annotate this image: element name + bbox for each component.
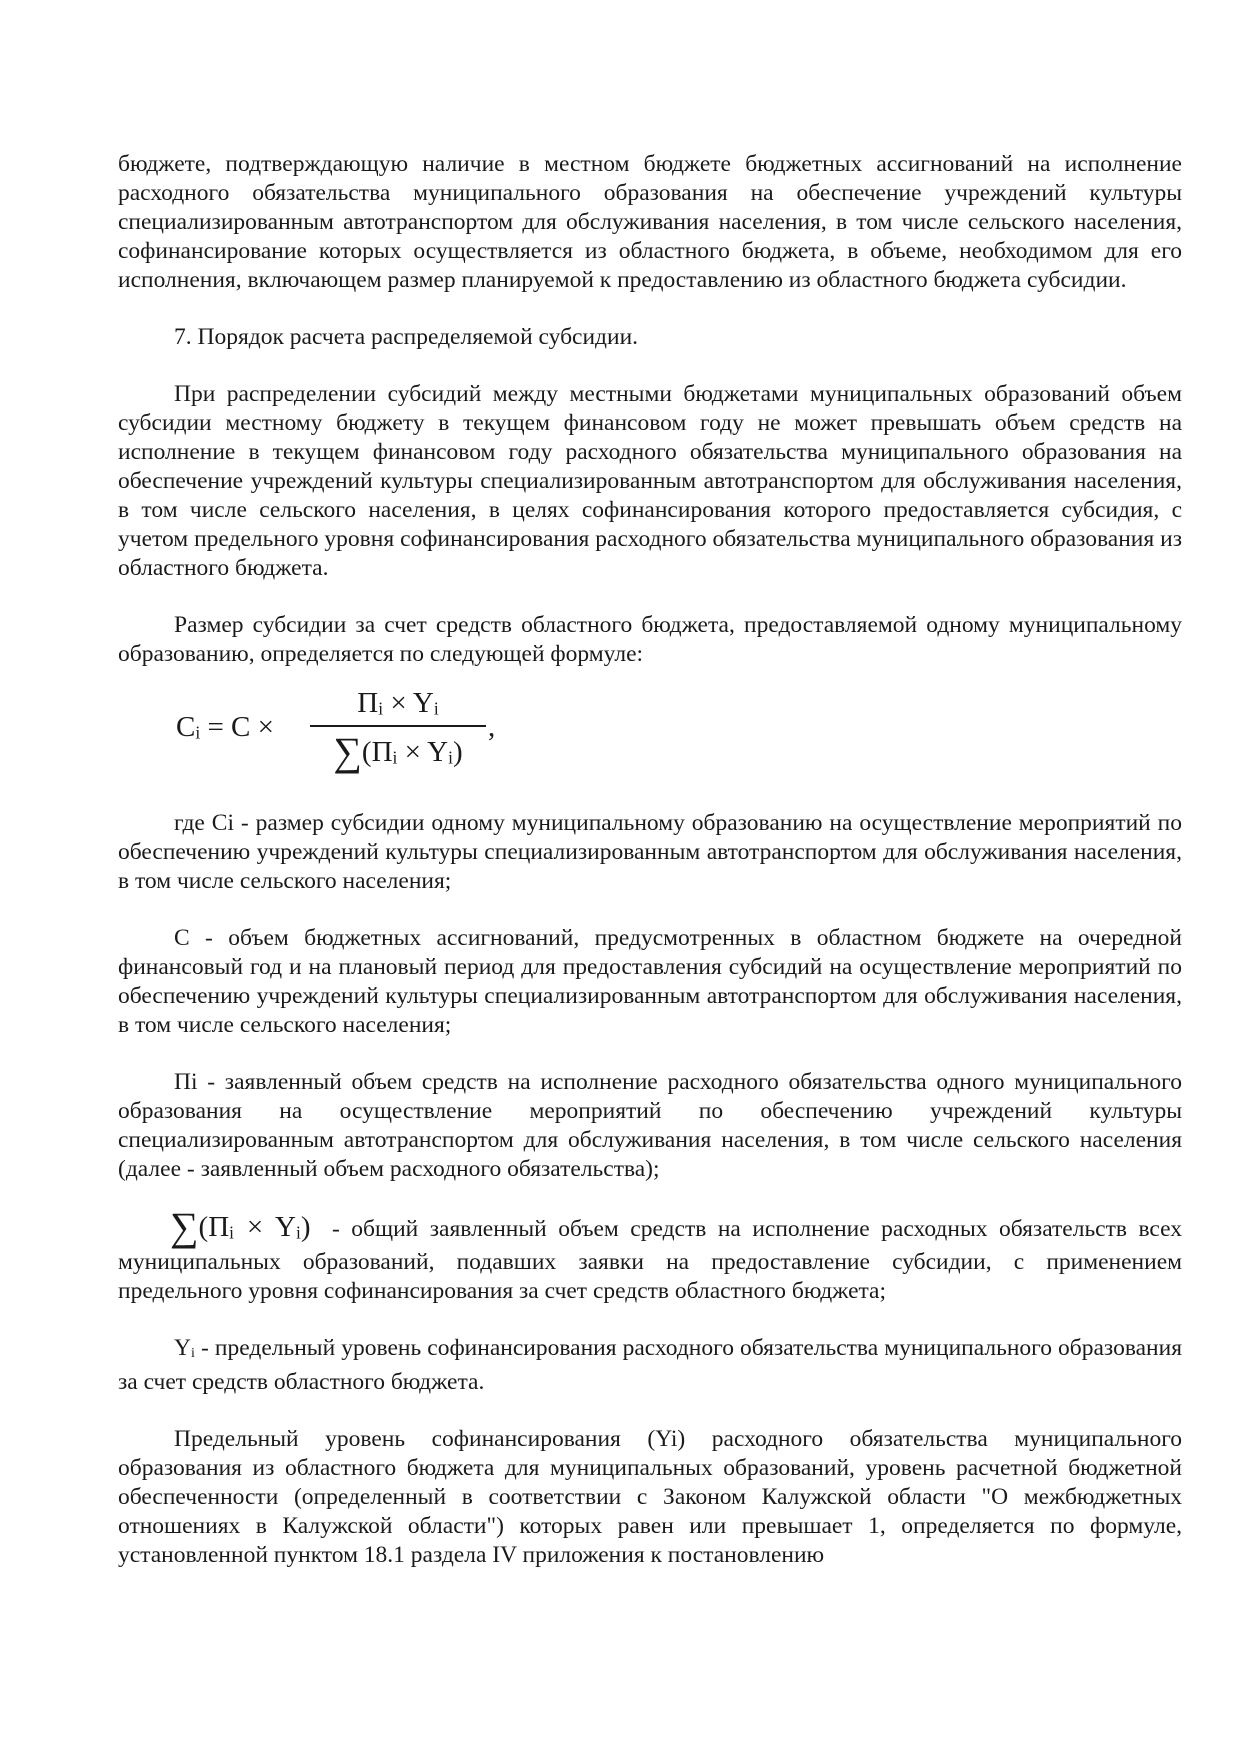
formula-comma: ,: [488, 711, 496, 743]
paragraph-definition-pi: Пi - заявленный объем средств на исполнение расходного обязательства одного муниципального образования на осуществление мероприятий по обеспечению учреждений культуры специализированным автотранспортом для обслуживания населения, в том числе сельского населения (далее - заявленный объем расходного обязательства);: [118, 1069, 1182, 1182]
paragraph-definition-yi: $Y_i$ - предельный уровень софинансирования расходного обязательства муниципального образования за счет средств областного бюджета.: [118, 1334, 1182, 1395]
formula-denominator: $\sum(П_i \times Y_i)$: [333, 729, 463, 774]
formula-numerator: $П_i \times Y_i$: [357, 687, 439, 719]
paragraph-distribution-rule: При распределении субсидий между местными бюджетами муниципальных образований объем субсидии местному бюджету в текущем финансовом году не может превышать объем средств на исполнение в текущем финансовом году расходного обязательства муниципального образования на обеспечение учреждений культуры специализированным автотранспортом для обслуживания населения, в том числе сельского населения, в целях софинансирования которого предоставляется субсидия, с учетом предельного уровня софинансирования расходного обязательства муниципального образования из областного бюджета.: [118, 381, 1182, 581]
paragraph-budget-confirmation: бюджете, подтверждающую наличие в местном бюджете бюджетных ассигнований на исполнение расходного обязательства муниципального образования на обеспечение учреждений культуры специализированным автотранспортом для обслуживания населения, в том числе сельского населения, софинансирование которых осуществляется из областного бюджета, в объеме, необходимом для его исполнения, включающем размер планируемой к предоставлению из областного бюджета субсидии.: [118, 151, 1182, 293]
paragraph-definition-ci: где Ci - размер субсидии одному муниципальному образованию на осуществление мероприятий по обеспечению учреждений культуры специализированным автотранспортом для обслуживания населения, в том числе сельского населения;: [118, 810, 1182, 894]
formula-fraction-bar: [310, 725, 486, 727]
formula-lhs: $C_i = C$ ×: [176, 711, 274, 743]
paragraph-definition-c: С - объем бюджетных ассигнований, предусмотренных в областном бюджете на очередной финансовый год и на плановый период для предоставления субсидий на осуществление мероприятий по обеспечению учреждений культуры специализированным автотранспортом для обслуживания населения, в том числе сельского населения;: [118, 925, 1182, 1038]
paragraph-definition-sum: $\sum(П_i \times Y_i)$ - общий заявленный объем средств на исполнение расходных обязательств всех муниципальных образований, подавших заявки на предоставление субсидии, с применением предельного уровня софинансирования за счет средств областного бюджета;: [118, 1204, 1182, 1304]
subsidy-formula: [176, 683, 1182, 775]
section-heading-7: 7. Порядок расчета распределяемой субсидии.: [174, 324, 639, 350]
inline-sum-formula: $\sum(П_i \times Y_i)$: [170, 1204, 311, 1249]
document-page: [118, 150, 1182, 1570]
paragraph-formula-intro: Размер субсидии за счет средств областного бюджета, предоставляемой одному муниципальному образованию, определяется по следующей формуле:: [118, 612, 1182, 667]
paragraph-cofinancing-level: Предельный уровень софинансирования (Yi) расходного обязательства муниципального образования из областного бюджета для муниципальных образований, уровень расчетной бюджетной обеспеченности (определенный в соответствии с Законом Калужской области "О межбюджетных отношениях в Калужской области") которых равен или превышает 1, определяется по формуле, установленной пунктом 18.1 раздела IV приложения к постановлению: [118, 1425, 1182, 1568]
formula-fraction: [310, 683, 486, 774]
